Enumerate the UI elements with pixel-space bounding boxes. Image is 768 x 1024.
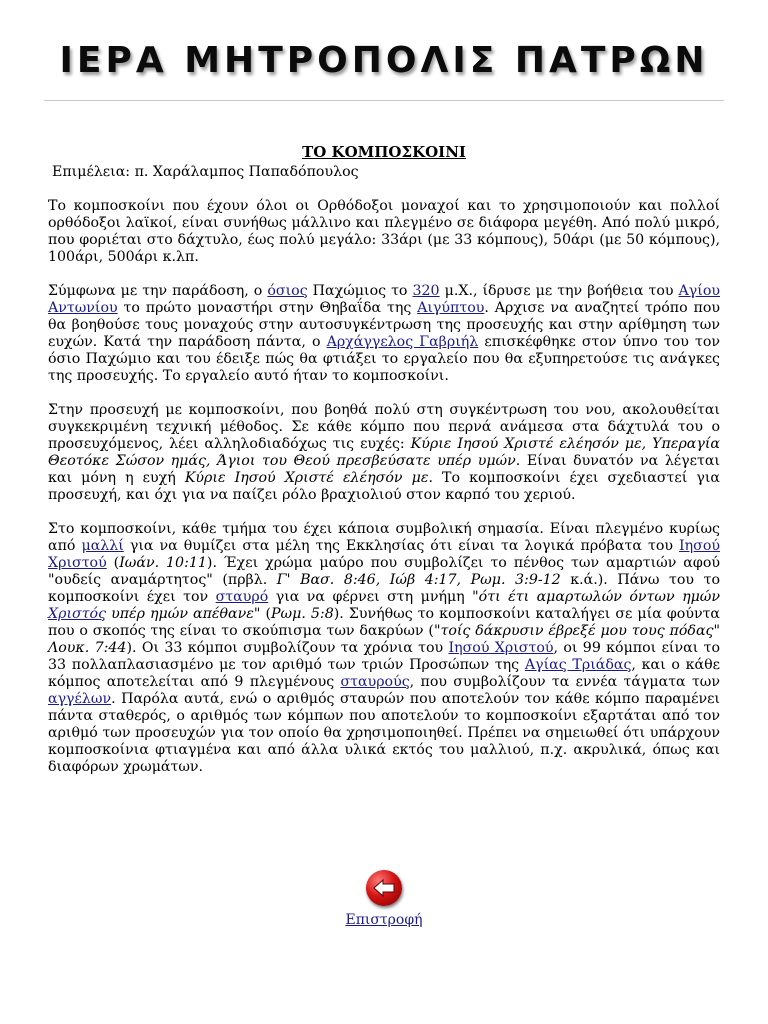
paragraph-1: Το κομποσκοίνι που έχουν όλοι οι Ορθόδοξοι μοναχοί και το χρησιμοποιούν και πολλοί ορθόδοξοι λαϊκοί, είναι συνήθως μάλλινο και πλεγμένο σε διάφορα μεγέθη. Από πολύ μικρό, που φοριέται στο δάχτυλο, έως πολύ μεγάλο: 33άρι (με 33 κόμπους), 50άρι (με 50 κόμπους), 100άρι, 500άρι κ.λπ. bbox=[48, 198, 720, 265]
site-header bbox=[0, 40, 768, 81]
text: ). Έχει χρώμα μαύρο που συμβολίζει το πένθος των αμαρτιών αφού "ουδείς αναμάρτητος" (πρβλ. bbox=[48, 555, 720, 588]
text: Στην προσευχή με κομποσκοίνι, που βοηθά πολύ στη συγκέντρωση του νου, ακολουθείται συγκεκριμένη τεχνική μέθοδος. Σε κάθε κόμπο που περνά ανάμεσα στα δάχτυλά του ο προσευχόμενος, λέει αλληλοδιαδόχως τις ευχές: bbox=[48, 402, 720, 452]
link-iisou-christou[interactable]: Ιησού Χριστού bbox=[48, 538, 720, 571]
link-stavroi[interactable]: σταυρούς bbox=[340, 674, 410, 690]
paragraph-4 bbox=[48, 521, 720, 776]
paragraph-2 bbox=[48, 283, 720, 385]
site-title: ΙΕΡΑ ΜΗΤΡΟΠΟΛΙΣ ΠΑΤΡΩΝ bbox=[59, 40, 709, 81]
link-iisou-christou-2[interactable]: Ιησού Χριστού bbox=[448, 640, 554, 656]
text: επισκέφθηκε στον ύπνο του τον όσιο Παχώμιο και του έδειξε πώς θα φτιάξει το εργαλείο που θα εξυπηρετούσε τις ανάγκες της προσευχής. Το εργαλείο αυτό ήταν το κομποσκοίνι. bbox=[48, 334, 720, 384]
quote: υπέρ ημών απέθανε" bbox=[106, 606, 261, 622]
text: ). Συνήθως το κομποσκοίνι καταλήγει σε μία φούντα που ο σκοπός της είναι το σκούπισμα των δακρύων ( bbox=[48, 606, 720, 639]
text: για να θυμίζει στα μέλη της Εκκλησίας ότι είναι τα λογικά πρόβατα του bbox=[123, 538, 680, 554]
citation: Ρωμ. 5:8 bbox=[271, 606, 334, 622]
text: ( bbox=[260, 606, 271, 622]
text: Στο κομποσκοίνι, κάθε τμήμα του έχει κάποια συμβολική σημασία. Είναι πλεγμένο κυρίως από bbox=[48, 521, 720, 554]
text: για να φέρνει στη μνήμη bbox=[268, 589, 473, 605]
text: . Είναι δυνατόν να λέγεται και μόνη η ευχή bbox=[48, 453, 720, 486]
header-divider bbox=[44, 100, 724, 101]
quote: "τοίς δάκρυσιν έβρεξέ μου τους πόδας" Λουκ. 7:44 bbox=[48, 623, 720, 656]
text: . Το κομποσκοίνι έχει σχεδιαστεί για προσευχή, και όχι για να παίζει ρόλο βραχιολιού στον καρπό του χεριού. bbox=[48, 470, 720, 503]
prayer-text: Κύριε Ιησού Χριστέ ελέησόν με, Υπεραγία Θεοτόκε Σώσον ημάς, Άγιοι του Θεού πρεσβεύσατε υπέρ υμών bbox=[48, 436, 720, 469]
text: , οι 99 κόμποι είναι το 33 πολλαπλασιασμένο με τον αριθμό των τριών Προσώπων της bbox=[48, 640, 720, 673]
link-christos[interactable]: Χριστός bbox=[48, 606, 107, 622]
text: ). Οι 33 κόμποι συμβολίζουν τα χρόνια του bbox=[126, 640, 449, 656]
text: κ.ά.). Πάνω του το κομποσκοίνι έχει τον bbox=[48, 572, 720, 605]
link-aigyptos[interactable]: Αιγύπτου bbox=[417, 300, 485, 316]
back-section bbox=[0, 870, 768, 928]
link-angeloi[interactable]: αγγέλων bbox=[48, 691, 112, 707]
link-stavros[interactable]: σταυρό bbox=[215, 589, 269, 605]
link-agia-triada[interactable]: Αγίας Τριάδας bbox=[524, 657, 632, 673]
back-arrow-icon[interactable] bbox=[366, 870, 402, 906]
text: . Παρόλα αυτά, ενώ ο αριθμός σταυρών που αποτελούν τον κάθε κόμπο παραμένει πάντα σταθερός, ο αριθμός των κόμπων που αποτελούν το κομποσκοίνι εξαρτάται από τον αριθμό των προσευχών για τον οποίο θα χρησιμοποιηθεί. Πρέπει να σημειωθεί ότι υπάρχουν κομποσκοίνια φτιαγμένα και από άλλα υλικά εκτός του μαλλιού, π.χ. ακρυλικά, όπως και διαφόρων χρωμάτων. bbox=[48, 691, 720, 775]
link-osios[interactable]: όσιος bbox=[267, 283, 308, 299]
article-title: ΤΟ ΚΟΜΠΟΣΚΟΙΝΙ bbox=[302, 143, 466, 161]
back-arrow-glyph bbox=[372, 878, 396, 898]
link-archangelos-gavriil[interactable]: Αρχάγγελος Γαβριήλ bbox=[326, 334, 479, 350]
text: , που συμβολίζουν τα εννέα τάγματα των bbox=[409, 674, 720, 690]
link-320[interactable]: 320 bbox=[412, 283, 440, 299]
citation: Ιωάν. 10:11 bbox=[119, 555, 207, 571]
citation: Γ' Βασ. 8:46, Ιώβ 4:17, Ρωμ. 3:9-12 bbox=[276, 572, 561, 588]
back-link[interactable]: Επιστροφή bbox=[345, 912, 423, 928]
text: Παχώμιος το bbox=[307, 283, 413, 299]
link-agios-antonios[interactable]: Αγίου Αντωνίου bbox=[48, 283, 720, 316]
quote: "ότι έτι αμαρτωλών όντων ημών bbox=[472, 589, 720, 605]
article bbox=[48, 144, 720, 793]
article-editor: Επιμέλεια: π. Χαράλαμπος Παπαδόπουλος bbox=[52, 164, 359, 180]
text: ( bbox=[106, 555, 120, 571]
paragraph-3 bbox=[48, 402, 720, 504]
link-malli[interactable]: μαλλί bbox=[81, 538, 124, 554]
text: , και ο κάθε κόμπος αποτελείται από 9 πλεγμένους bbox=[48, 657, 721, 690]
text: Σύμφωνα με την παράδοση, ο bbox=[48, 283, 268, 299]
prayer-text: Κύριε Ιησού Χριστέ ελέησόν με bbox=[184, 470, 429, 486]
text: . Αρχισε να αναζητεί τρόπο που θα βοηθούσε τους μοναχούς στην αυτοσυγκέντρωση της προσευχής και στην αρίθμηση των ευχών. Κατά την παράδοση πάντα, ο bbox=[48, 300, 720, 350]
text: το πρώτο μοναστήρι στην Θηβαΐδα της bbox=[117, 300, 418, 316]
text: μ.Χ., ίδρυσε με την βοήθεια του bbox=[439, 283, 679, 299]
